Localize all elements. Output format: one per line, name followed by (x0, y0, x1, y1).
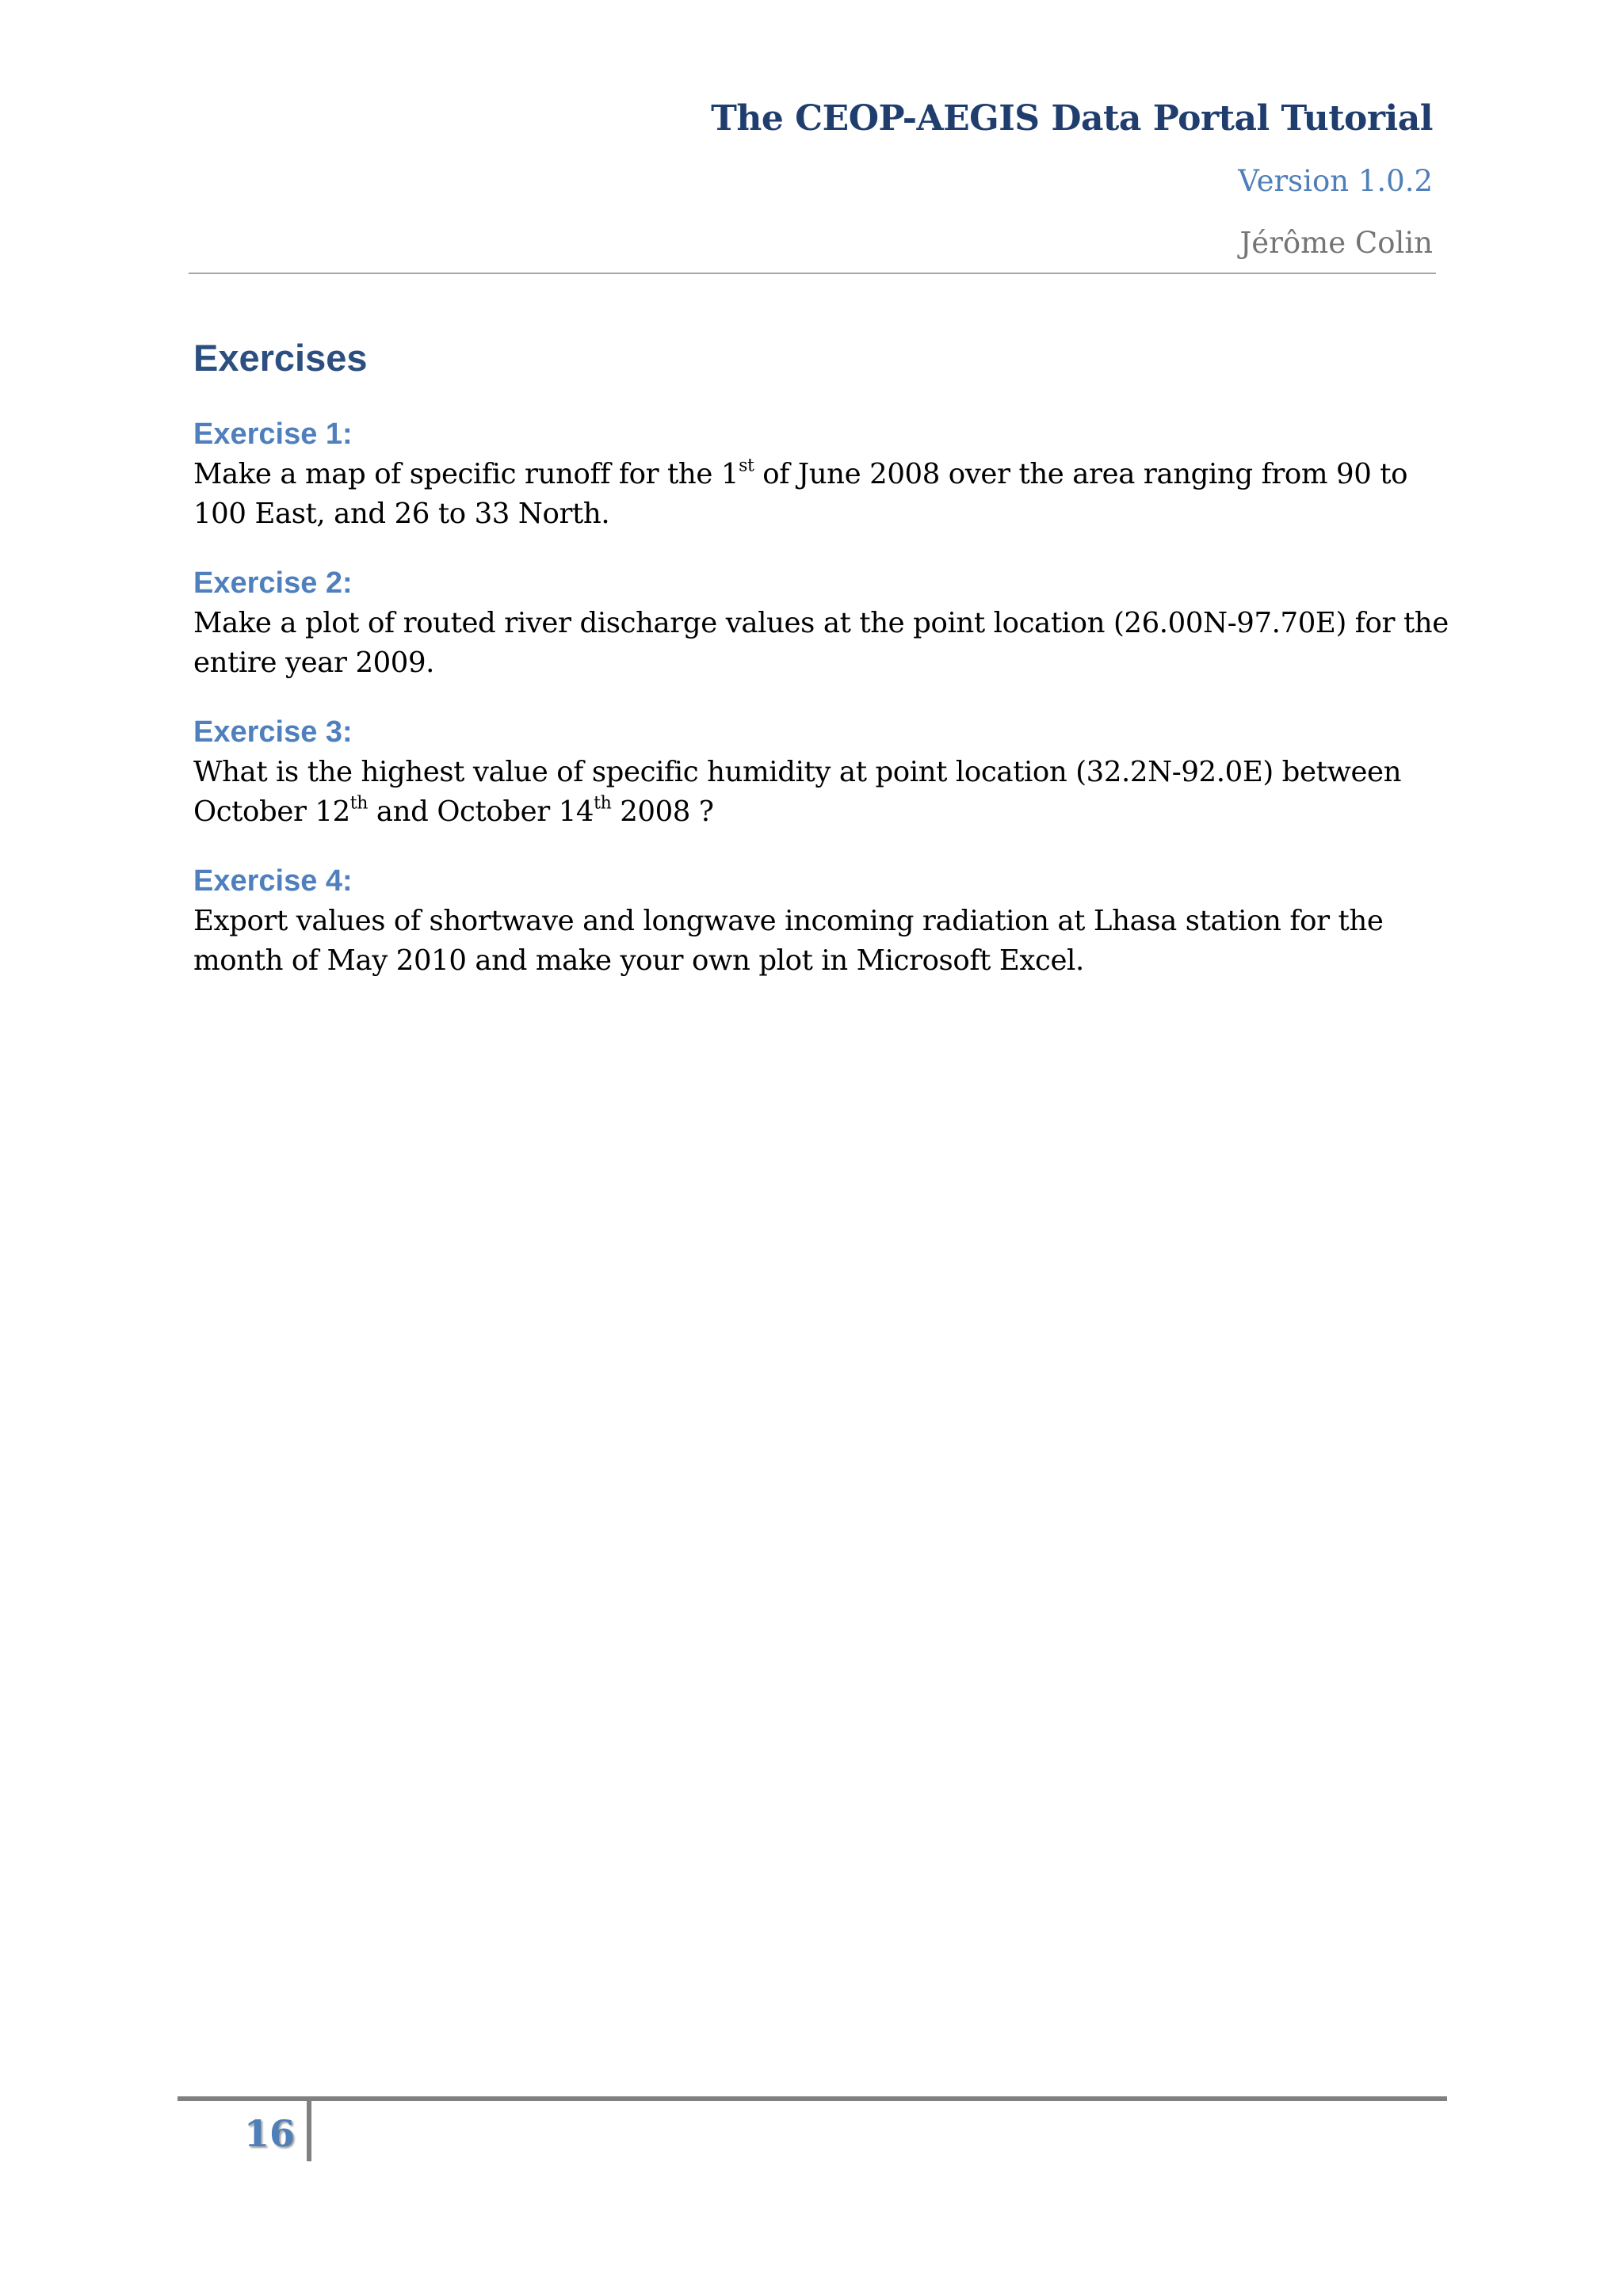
page-header (190, 87, 1433, 274)
document-version: Version 1.0.2 (1238, 164, 1433, 198)
page-number-separator (307, 2101, 311, 2161)
exercise-heading: Exercise 1: (193, 418, 353, 451)
page-content (193, 326, 1461, 1009)
document-title: The CEOP-AEGIS Data Portal Tutorial (711, 98, 1433, 139)
header-divider (189, 273, 1436, 274)
section-heading: Exercises (193, 337, 368, 379)
page-number: 16 (243, 2112, 295, 2155)
footer-divider (178, 2096, 1447, 2101)
exercise-text: What is the highest value of specific humidity at point location (32.2N-92.0E) between October 12th and October 14th 2008 ? (193, 756, 1402, 828)
exercise-text: Make a map of specific runoff for the 1st of June 2008 over the area ranging from 90 to 100 East, and 26 to 33 North. (193, 456, 1408, 530)
document-author: Jérôme Colin (1239, 226, 1433, 260)
exercise-text: Make a plot of routed river discharge values at the point location (26.00N-97.70E) for the entire year 2009. (193, 607, 1449, 679)
exercise-heading: Exercise 2: (193, 566, 353, 600)
exercise-text: Export values of shortwave and longwave incoming radiation at Lhasa station for the month of May 2010 and make your own plot in Microsoft Excel. (193, 905, 1384, 977)
exercise-2 (193, 563, 1461, 683)
exercise-heading: Exercise 4: (193, 864, 353, 898)
exercise-1 (193, 414, 1461, 534)
exercise-3 (193, 711, 1461, 832)
exercise-4 (193, 860, 1461, 981)
exercise-heading: Exercise 3: (193, 715, 353, 749)
